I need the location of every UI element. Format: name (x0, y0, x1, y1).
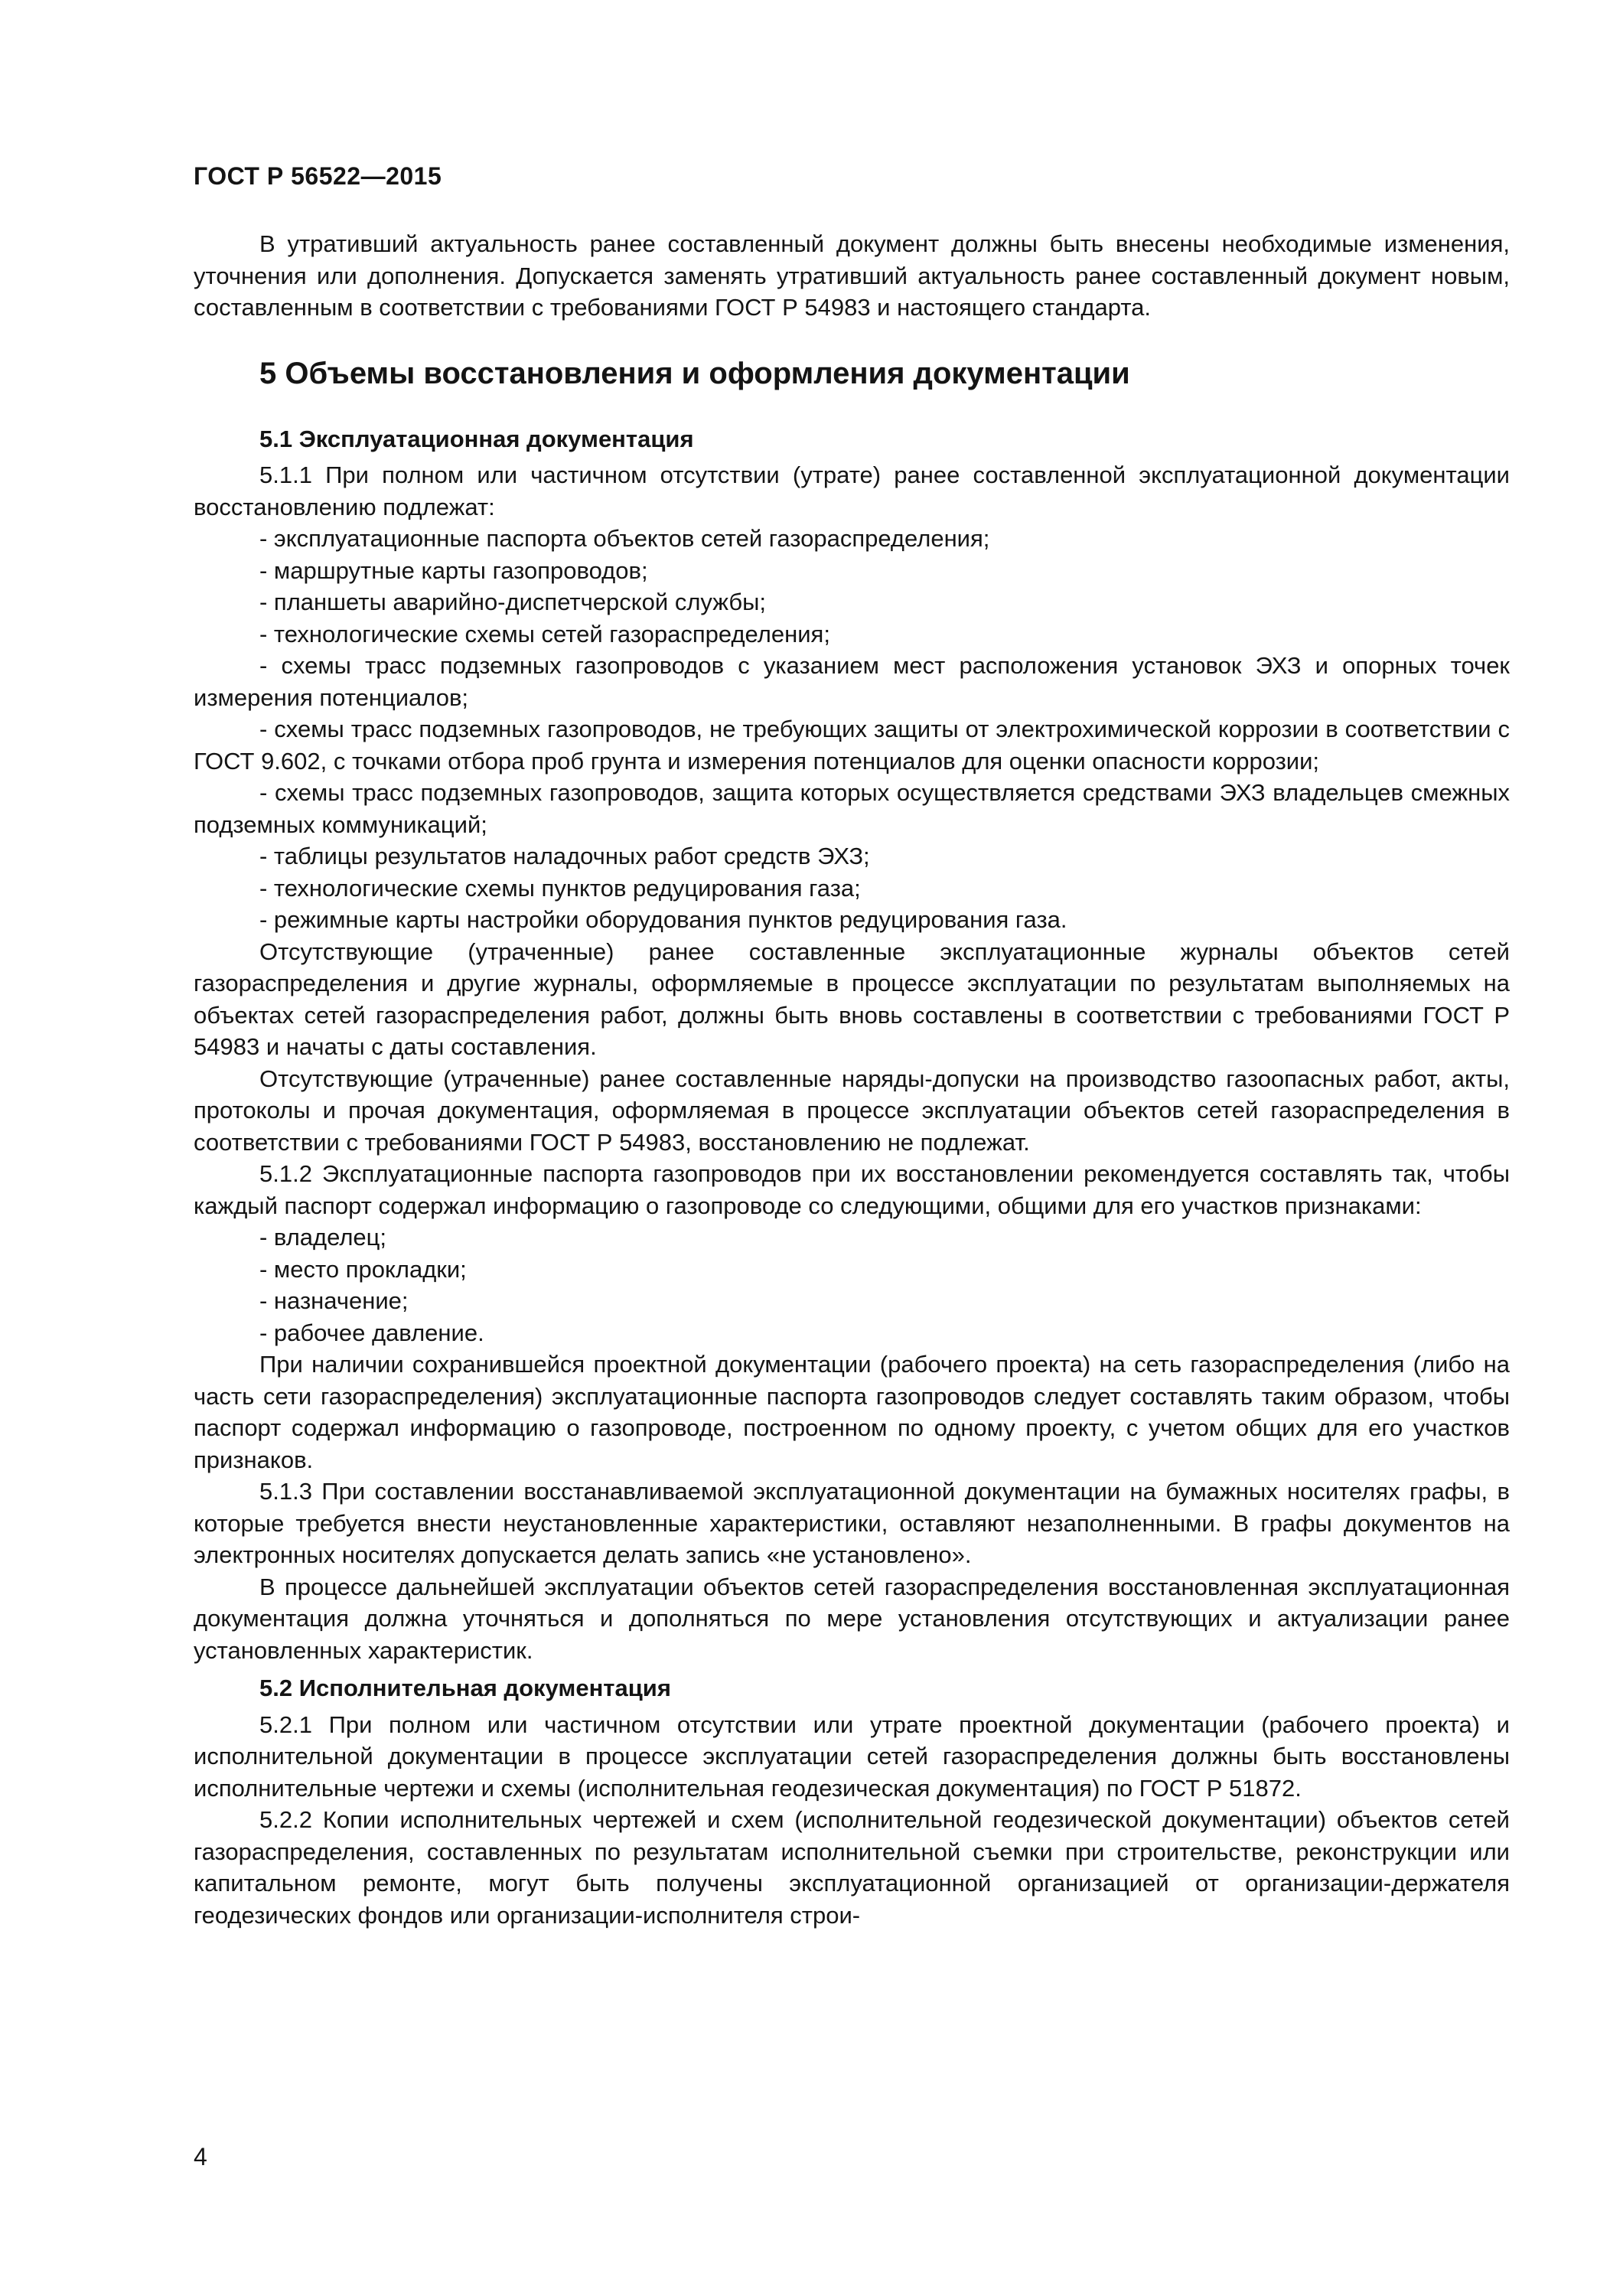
list-item: - таблицы результатов наладочных работ средств ЭХЗ; (259, 843, 870, 869)
list-item: - эксплуатационные паспорта объектов сетей газораспределения; (259, 525, 990, 552)
list-item: - схемы трасс подземных газопроводов, не требующих защиты от электрохимической коррозии в соответствии с ГОСТ 9.602, с точками отбора проб грунта и измерения потенциалов для оценки опасности коррозии; (194, 716, 1510, 775)
subsection-5-2-title: 5.2 Исполнительная документация (259, 1675, 671, 1701)
page-number: 4 (194, 2143, 207, 2170)
list-item: - схемы трасс подземных газопроводов с указанием мест расположения установок ЭХЗ и опорных точек измерения потенциалов; (194, 652, 1510, 711)
list-item: - назначение; (259, 1287, 409, 1314)
paragraph-5-1-2: 5.1.2 Эксплуатационные паспорта газопроводов при их восстановлении рекомендуется составлять так, чтобы каждый паспорт содержал информацию о газопроводе со следующими, общими для его участков признаками: (194, 1160, 1510, 1219)
paragraph-journals: Отсутствующие (утраченные) ранее составленные эксплуатационные журналы объектов сетей газораспределения и другие журналы, оформляемые в процессе эксплуатации по результатам выполняемых на объектах сетей газораспределения работ, должны быть вновь составлены в соответствии с требованиями ГОСТ Р 54983 и начаты с даты составления. (194, 938, 1510, 1060)
subsection-5-1-title: 5.1 Эксплуатационная документация (259, 425, 694, 452)
section-5-title: 5 Объемы восстановления и оформления документации (259, 356, 1130, 390)
intro-paragraph: В утративший актуальность ранее составленный документ должны быть внесены необходимые изменения, уточнения или дополнения. Допускается заменять утративший актуальность ранее составленный документ новым, составленным в соответствии с требованиями ГОСТ Р 54983 и настоящего стандарта. (194, 230, 1510, 321)
list-item: - владелец; (259, 1224, 387, 1251)
paragraph-5-2-1: 5.2.1 При полном или частичном отсутствии или утрате проектной документации (рабочего проекта) и исполнительной документации в процессе эксплуатации сетей газораспределения должны быть восстановлены исполнительные чертежи и схемы (исполнительная геодезическая документация) по ГОСТ Р 51872. (194, 1711, 1510, 1802)
paragraph-5-1-1: 5.1.1 При полном или частичном отсутствии (утрате) ранее составленной эксплуатационной документации восстановлению подлежат: (194, 461, 1510, 520)
list-item: - место прокладки; (259, 1255, 467, 1283)
list-item: - технологические схемы пунктов редуцирования газа; (259, 874, 861, 902)
standard-header: ГОСТ Р 56522—2015 (194, 162, 442, 190)
list-item: - технологические схемы сетей газораспределения; (259, 620, 830, 647)
paragraph-5-1-3: 5.1.3 При составлении восстанавливаемой эксплуатационной документации на бумажных носителях графы, в которые требуется внести неустановленные характеристики, оставляют незаполненными. В графы документов на электронных носителях допускается делать запись «не установлено». (194, 1478, 1510, 1568)
list-item: - маршрутные карты газопроводов; (259, 556, 648, 584)
paragraph-5-2-2: 5.2.2 Копии исполнительных чертежей и схем (исполнительной геодезической документации) объектов сетей газораспределения, составленных по результатам исполнительной съемки при строительстве, реконструкции или капитальном ремонте, могут быть получены эксплуатационной организацией от организации-держателя геодезических фондов или организации-исполнителя строи- (194, 1806, 1510, 1929)
document-body (194, 228, 1510, 1931)
paragraph-project-docs: При наличии сохранившейся проектной документации (рабочего проекта) на сеть газораспределения (либо на часть сети газораспределения) эксплуатационные паспорта газопроводов следует составлять таким образом, чтобы паспорт содержал информацию о газопроводе, построенном по одному проекту, с учетом общих для его участков признаков. (194, 1351, 1510, 1473)
paragraph-further-operation: В процессе дальнейшей эксплуатации объектов сетей газораспределения восстановленная эксплуатационная документация должна уточняться и дополняться по мере установления отсутствующих и актуализации ранее установленных характеристик. (194, 1573, 1510, 1664)
list-item: - рабочее давление. (259, 1319, 484, 1346)
list-restorable-docs (194, 523, 1510, 936)
list-item: - схемы трасс подземных газопроводов, защита которых осуществляется средствами ЭХЗ владельцев смежных подземных коммуникаций; (194, 779, 1510, 838)
list-item: - режимные карты настройки оборудования пунктов редуцирования газа. (259, 906, 1067, 933)
list-item: - планшеты аварийно-диспетчерской службы; (259, 589, 766, 615)
paragraph-permits: Отсутствующие (утраченные) ранее составленные наряды-допуски на производство газоопасных работ, акты, протоколы и прочая документация, оформляемая в процессе эксплуатации объектов сетей газораспределения в соответствии с требованиями ГОСТ Р 54983, восстановлению не подлежат. (194, 1065, 1510, 1156)
list-passport-attributes (194, 1221, 1510, 1349)
